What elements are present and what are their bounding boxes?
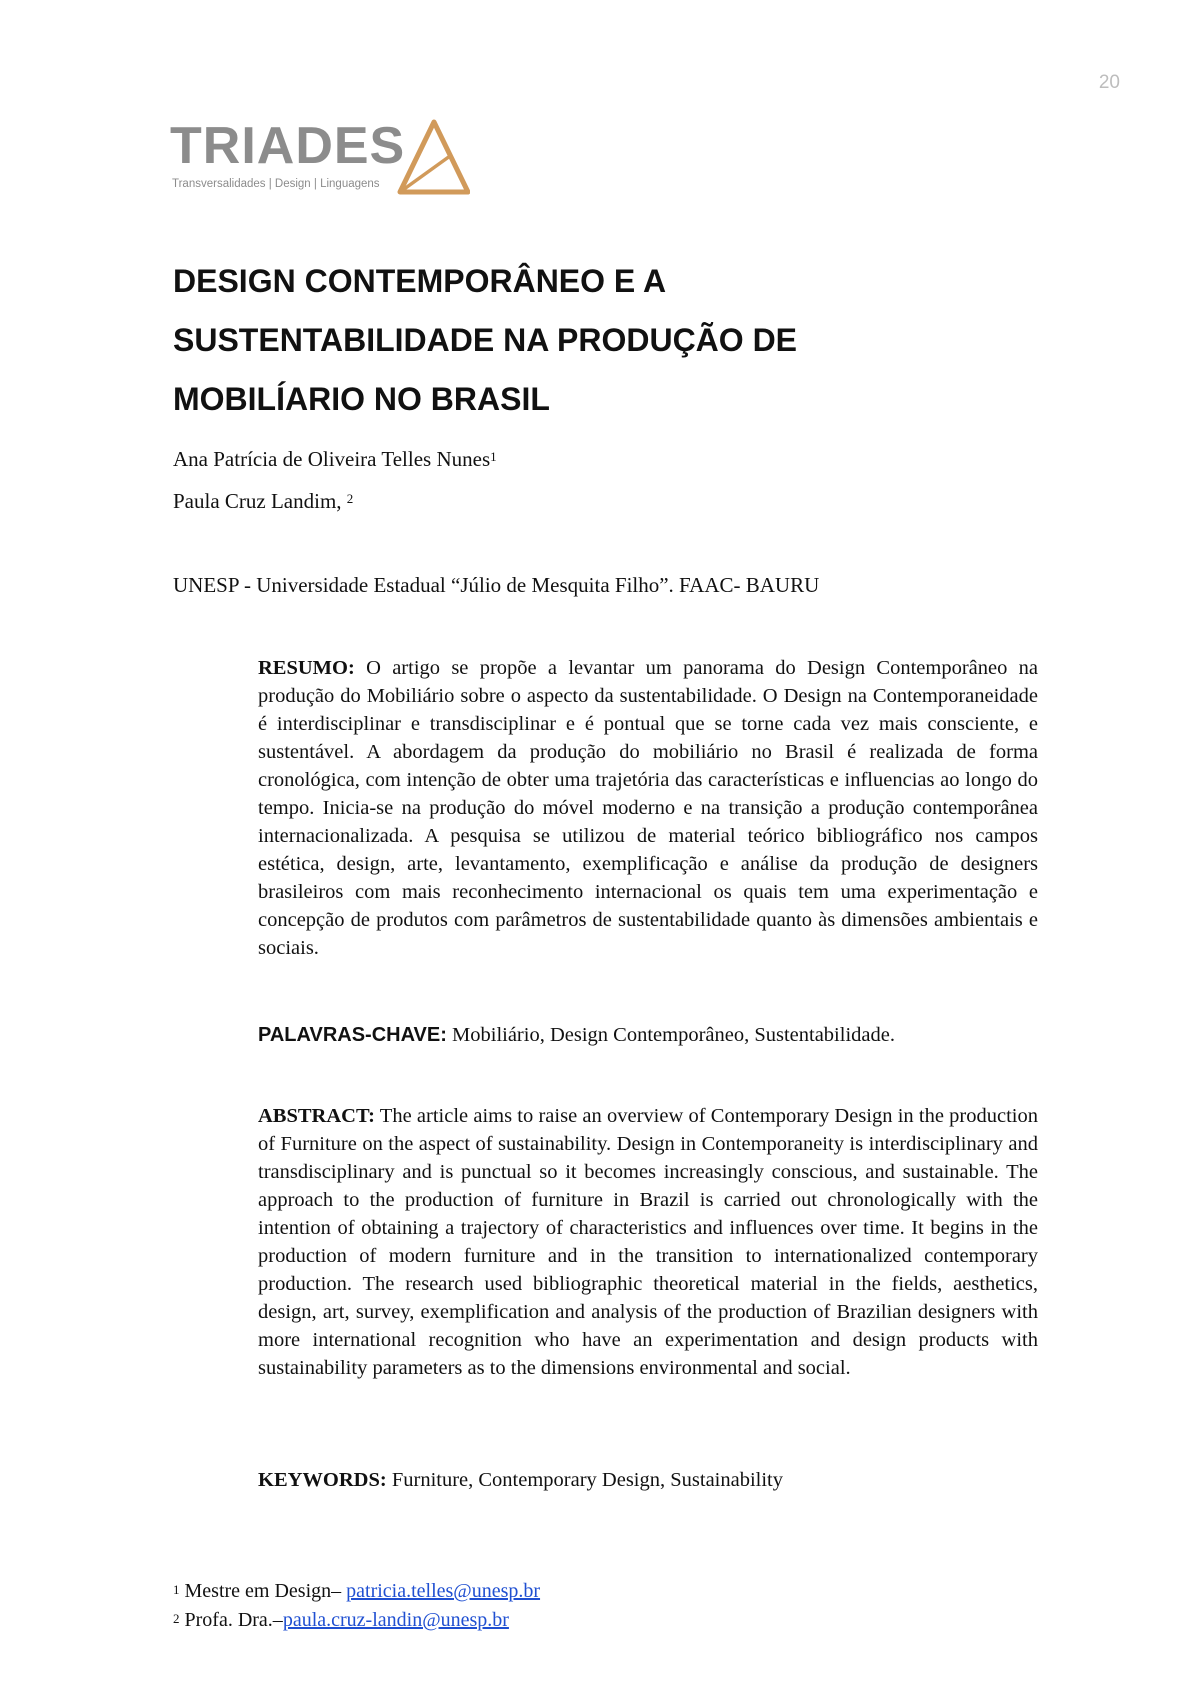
- palavras-chave-text: Mobiliário, Design Contemporâneo, Sustentabilidade.: [446, 1024, 895, 1046]
- logo-wordmark: TRIADES: [170, 117, 406, 175]
- resumo-label: RESUMO:: [258, 657, 355, 679]
- email-link[interactable]: paula.cruz-landin@unesp.br: [282, 1609, 509, 1631]
- palavras-chave-line: [258, 1021, 1038, 1049]
- footnote-marker: 2: [346, 491, 354, 506]
- resumo-paragraph: [258, 654, 1038, 962]
- author-name: Ana Patrícia de Oliveira Telles Nunes: [173, 447, 491, 471]
- author-2: [173, 488, 353, 514]
- paper-title: [173, 252, 1073, 429]
- author-name: Paula Cruz Landim,: [173, 489, 347, 513]
- keywords-label: KEYWORDS:: [258, 1469, 387, 1491]
- keywords-text: Furniture, Contemporary Design, Sustainability: [386, 1469, 784, 1491]
- abstract-label: ABSTRACT:: [258, 1105, 375, 1127]
- footnote-marker: 1: [173, 1582, 180, 1597]
- abstract-paragraph: [258, 1102, 1038, 1382]
- footnote-2: [173, 1607, 509, 1633]
- palavras-chave-label: PALAVRAS-CHAVE:: [258, 1024, 447, 1046]
- logo-tagline: Transversalidades | Design | Linguagens: [172, 178, 380, 190]
- page-number: 20: [1098, 72, 1120, 93]
- email-link[interactable]: patricia.telles@unesp.br: [346, 1580, 541, 1602]
- footnote-marker: 1: [490, 449, 497, 464]
- footnote-prefix: Mestre em Design–: [179, 1580, 347, 1602]
- title-line-2: SUSTENTABILIDADE NA PRODUÇÃO DE: [173, 322, 798, 358]
- footnote-prefix: Profa. Dra.–: [179, 1609, 283, 1631]
- footnote-1: [173, 1578, 540, 1604]
- resumo-text: O artigo se propõe a levantar um panorama do Design Contemporâneo na produção do Mobiliário sobre o aspecto da sustentabilidade. O Design na Contemporaneidade é interdisciplinar e transdisciplinar e é pontual que se torne cada vez mais consciente, e sustentável. A abordagem da produção do mobiliário no Brasil é realizada de forma cronológica, com intenção de obter uma trajetória das características e influencias ao longo do tempo. Inicia-se na produção do móvel moderno e na transição a produção contemporânea internacionalizada. A pesquisa se utilizou de material teórico bibliográfico nos campos estética, design, arte, levantamento, exemplificação e análise da produção de designers brasileiros com mais reconhecimento internacional os quais tem uma experimentação e concepção de produtos com parâmetros de sustentabilidade quanto às dimensões ambientais e sociais.: [258, 657, 1038, 959]
- keywords-line: [258, 1466, 1038, 1494]
- title-line-1: DESIGN CONTEMPORÂNEO E A: [173, 263, 667, 299]
- abstract-text: The article aims to raise an overview of Contemporary Design in the production of Furniture on the aspect of sustainability. Design in Contemporaneity is interdisciplinary and transdisciplinary and is punctual so it becomes increasingly conscious, and sustainable. The approach to the production of furniture in Brazil is carried out chronologically with the intention of obtaining a trajectory of characteristics and influences over time. It begins in the production of modern furniture and in the transition to internationalized contemporary production. The research used bibliographic theoretical material in the fields, aesthetics, design, art, survey, exemplification and analysis of the production of Brazilian designers with more international recognition who have an experimentation and design products with sustainability parameters as to the dimensions environmental and social.: [258, 1105, 1038, 1379]
- triangle-logo-icon: [394, 118, 470, 196]
- author-1: [173, 446, 497, 472]
- affiliation: UNESP - Universidade Estadual “Júlio de Mesquita Filho”. FAAC- BAURU: [173, 573, 820, 597]
- journal-logo: [170, 116, 470, 200]
- footnote-marker: 2: [173, 1611, 180, 1626]
- title-line-3: MOBILÍARIO NO BRASIL: [173, 381, 550, 417]
